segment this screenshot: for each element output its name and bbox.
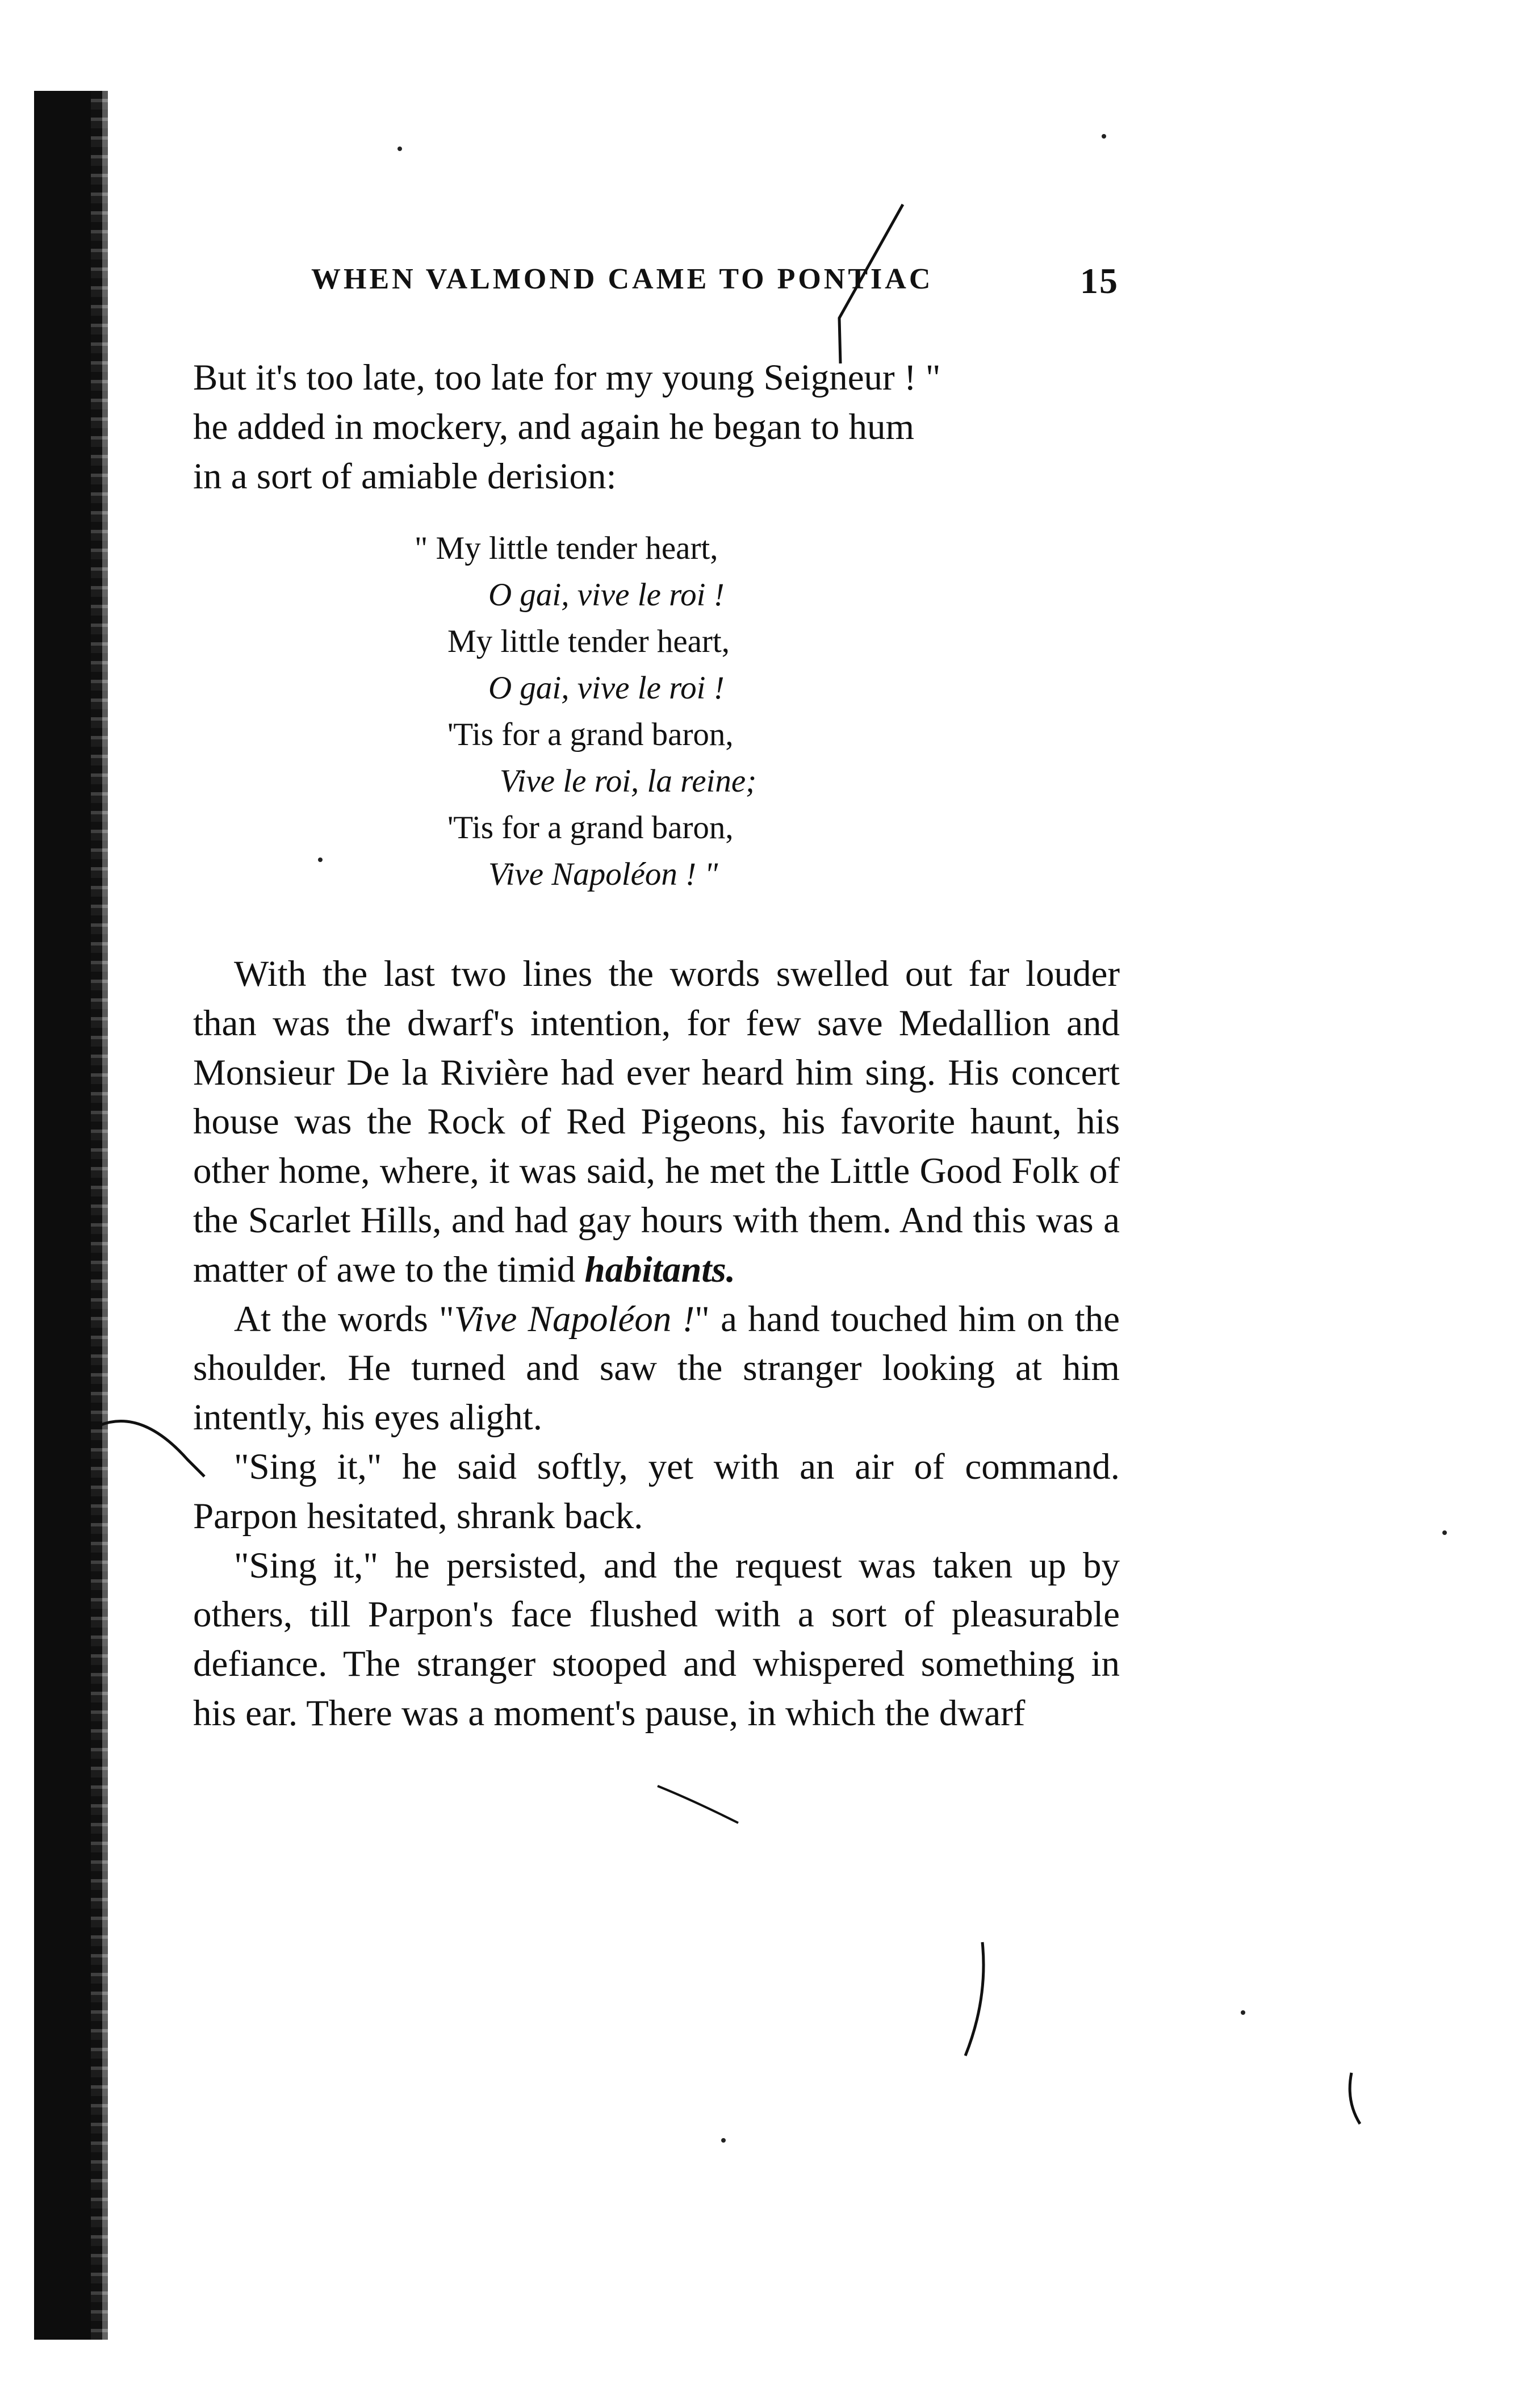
pen-stroke bbox=[1350, 2073, 1360, 2124]
song-refrain: O gai, vive le roi ! bbox=[488, 670, 725, 706]
paragraph: "Sing it," he said softly, yet with an air of command. Parpon hesitated, shrank back. bbox=[193, 1446, 1120, 1537]
song-line: 'Tis for a grand baron, bbox=[447, 810, 734, 846]
song-refrain: Vive Napoléon ! " bbox=[488, 856, 718, 892]
speck bbox=[1241, 2010, 1245, 2015]
italic-word: habitants. bbox=[584, 1249, 736, 1290]
song-line: My little tender heart, bbox=[447, 624, 730, 659]
speck bbox=[397, 147, 402, 151]
paragraph bbox=[193, 1295, 1120, 1442]
binding-edge-texture bbox=[91, 91, 108, 2340]
speck bbox=[318, 857, 323, 862]
song-refrain: Vive le roi, la reine; bbox=[500, 763, 757, 799]
song-refrain: O gai, vive le roi ! bbox=[488, 577, 725, 613]
song-line: " My little tender heart, bbox=[415, 530, 718, 566]
song-line: 'Tis for a grand baron, bbox=[447, 717, 734, 752]
speck bbox=[1102, 134, 1106, 139]
speck bbox=[1442, 1530, 1447, 1535]
paragraph-text: With the last two lines the words swelled out far louder than was the dwarf's intention, for few save Medallion and Monsieur De la Rivière had ever heard him sing. His concert house was the Rock of Red Pigeons, his favorite haunt, his other home, where, it was said, he met the Little Good Folk of the Scarlet Hills, and had gay hours with them. And this was a matter of awe to the timid bbox=[193, 953, 1120, 1290]
running-head-title: WHEN VALMOND CAME TO PONTIAC bbox=[311, 263, 934, 295]
speck bbox=[721, 2138, 726, 2143]
song-verse bbox=[415, 525, 926, 898]
paragraph bbox=[193, 949, 1120, 1295]
running-head bbox=[311, 262, 1119, 302]
opening-line: But it's too late, too late for my young Seigneur ! " bbox=[193, 357, 941, 398]
opening-line: he added in mockery, and again he began to hum bbox=[193, 406, 915, 447]
pen-stroke bbox=[965, 1942, 984, 2056]
pen-stroke bbox=[658, 1786, 738, 1823]
page-number: 15 bbox=[1080, 261, 1119, 301]
pen-stroke bbox=[99, 1421, 204, 1477]
opening-line: in a sort of amiable derision: bbox=[193, 455, 617, 497]
main-text bbox=[193, 949, 1120, 1738]
paragraph-text: At the words " bbox=[234, 1298, 454, 1340]
italic-phrase: Vive Napoléon ! bbox=[454, 1298, 695, 1340]
opening-lines bbox=[193, 353, 1120, 501]
paragraph: "Sing it," he persisted, and the request was taken up by others, till Parpon's face flushed with a sort of pleasurable defiance. The stranger stooped and whispered something in his ear. There was a moment's pause, in which the dwarf bbox=[193, 1545, 1120, 1734]
paragraph-text: " a hand touched him on the shoulder. He turned and saw the stranger looking at him intently, his eyes alight. bbox=[193, 1298, 1120, 1438]
